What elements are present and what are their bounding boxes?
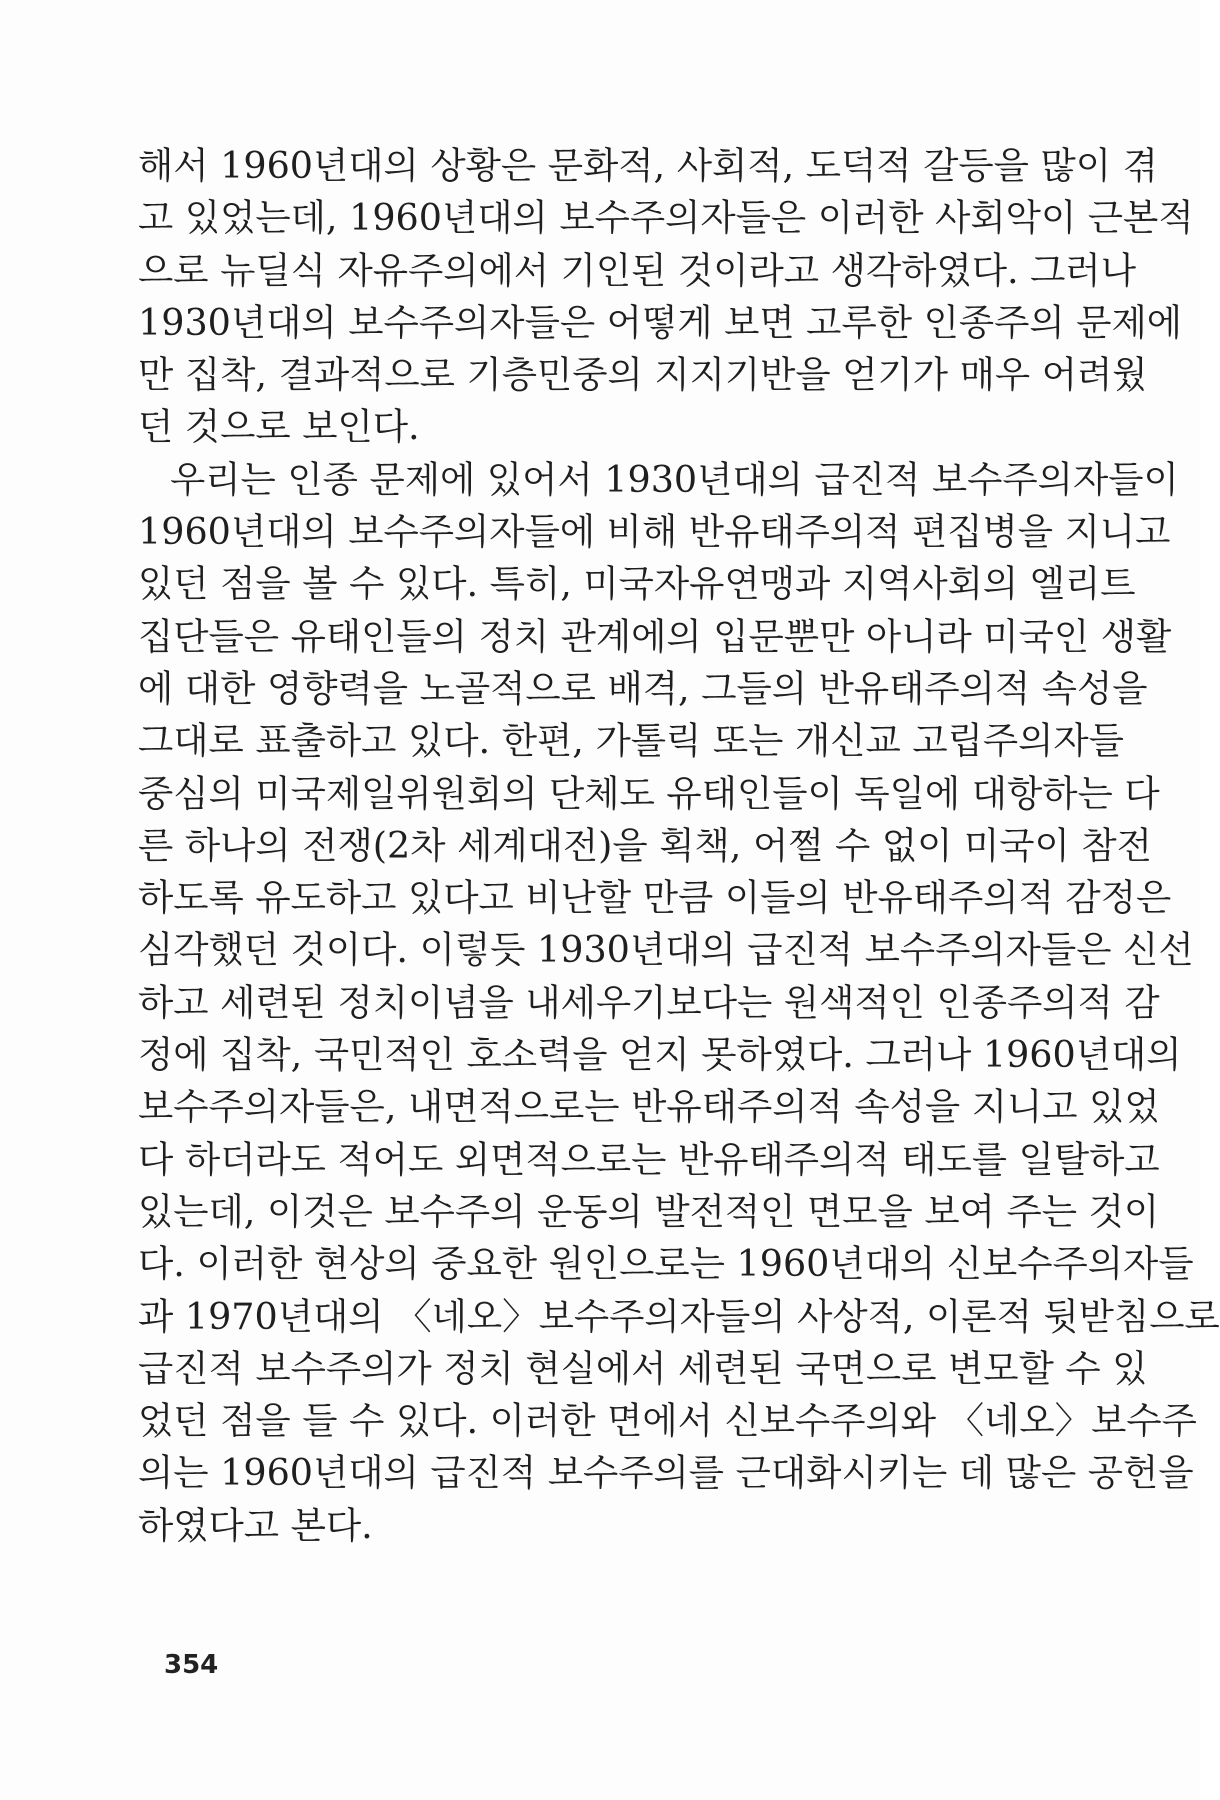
text-line: 과 1970년대의 〈네오〉보수주의자들의 사상적, 이론적 뒷받침으로 xyxy=(138,1294,1220,1338)
text-line: 심각했던 것이다. 이렇듯 1930년대의 급진적 보수주의자들은 신선 xyxy=(138,928,1194,972)
text-line: 있는데, 이것은 보수주의 운동의 발전적인 면모을 보여 주는 것이 xyxy=(138,1189,1160,1233)
text-line: 었던 점을 들 수 있다. 이러한 면에서 신보수주의와 〈네오〉보수주 xyxy=(138,1399,1197,1443)
text-line: 우리는 인종 문제에 있어서 1930년대의 급진적 보수주의자들이 xyxy=(170,457,1179,501)
text-line: 1960년대의 보수주의자들에 비해 반유태주의적 편집병을 지니고 xyxy=(138,510,1171,554)
text-line: 그대로 표출하고 있다. 한편, 가톨릭 또는 개신교 고립주의자들 xyxy=(138,719,1124,763)
text-line: 정에 집착, 국민적인 호소력을 얻지 못하였다. 그러나 1960년대의 xyxy=(138,1033,1182,1077)
text-line: 에 대한 영향력을 노골적으로 배격, 그들의 반유태주의적 속성을 xyxy=(138,666,1148,710)
text-line: 하고 세련된 정치이념을 내세우기보다는 원색적인 인종주의적 감 xyxy=(138,980,1160,1024)
text-line: 의는 1960년대의 급진적 보수주의를 근대화시키는 데 많은 공헌을 xyxy=(138,1451,1194,1495)
body-text xyxy=(138,140,1220,1552)
text-line: 1930년대의 보수주의자들은 어떻게 보면 고루한 인종주의 문제에 xyxy=(138,300,1182,344)
text-line: 으로 뉴딜식 자유주의에서 기인된 것이라고 생각하였다. 그러나 xyxy=(138,248,1136,292)
page-number: 354 xyxy=(164,1650,219,1680)
text-line: 해서 1960년대의 상황은 문화적, 사회적, 도덕적 갈등을 많이 겪 xyxy=(138,144,1158,187)
text-line: 있던 점을 볼 수 있다. 특히, 미국자유연맹과 지역사회의 엘리트 xyxy=(138,562,1136,606)
paragraph-2 xyxy=(138,454,1220,1552)
text-line: 하도록 유도하고 있다고 비난할 만큼 이들의 반유태주의적 감정은 xyxy=(138,876,1172,920)
text-line: 던 것으로 보인다. xyxy=(138,405,420,449)
text-line: 급진적 보수주의가 정치 현실에서 세련된 국면으로 변모할 수 있 xyxy=(138,1346,1148,1390)
text-line: 만 집착, 결과적으로 기층민중의 지지기반을 얻기가 매우 어려웠 xyxy=(138,353,1148,397)
text-line: 집단들은 유태인들의 정치 관계에의 입문뿐만 아니라 미국인 생활 xyxy=(138,614,1172,658)
text-line: 중심의 미국제일위원회의 단체도 유태인들이 독일에 대항하는 다 xyxy=(138,771,1160,815)
text-line: 다 하더라도 적어도 외면적으로는 반유태주의적 태도를 일탈하고 xyxy=(138,1137,1160,1181)
text-line: 고 있었는데, 1960년대의 보수주의자들은 이러한 사회악이 근본적 xyxy=(138,196,1194,240)
text-line: 른 하나의 전쟁(2차 세계대전)을 획책, 어쩔 수 없이 미국이 참전 xyxy=(138,823,1152,867)
text-line: 보수주의자들은, 내면적으로는 반유태주의적 속성을 지니고 있었 xyxy=(138,1085,1160,1129)
text-line: 하였다고 본다. xyxy=(138,1503,373,1547)
paragraph-1 xyxy=(138,140,1194,454)
text-line: 다. 이러한 현상의 중요한 원인으로는 1960년대의 신보수주의자들 xyxy=(138,1242,1194,1286)
